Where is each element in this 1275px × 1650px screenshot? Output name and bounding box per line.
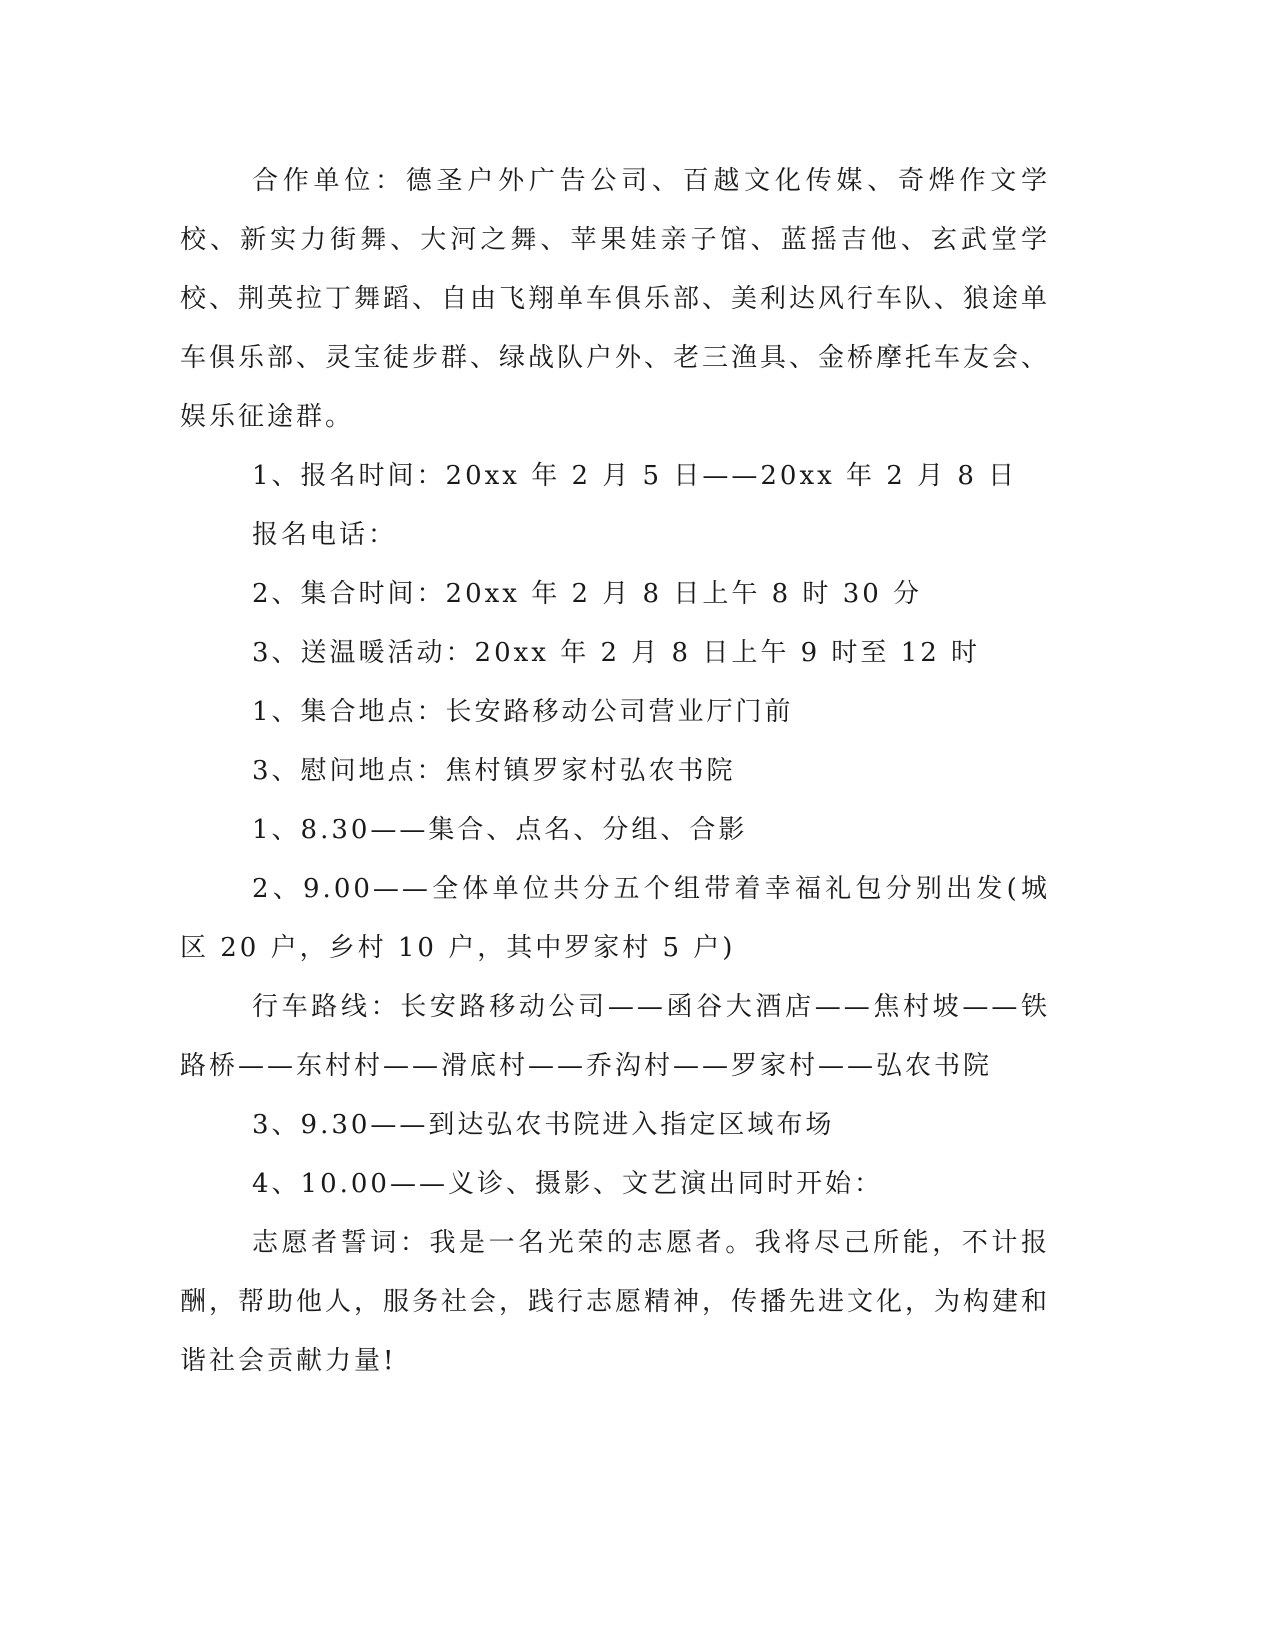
paragraph-visit-place: 3、慰问地点：焦村镇罗家村弘农书院 bbox=[252, 756, 736, 786]
paragraph-volunteer-oath: 志愿者誓词：我是一名光荣的志愿者。我将尽己所能，不计报酬，帮助他人，服务社会，践行志愿精神，传播先进文化，为构建和谐社会贡献力量! bbox=[180, 1228, 1051, 1376]
paragraph-gathering-place: 1、集合地点：长安路移动公司营业厅门前 bbox=[252, 697, 794, 727]
paragraph-schedule-930: 3、9.30——到达弘农书院进入指定区域布场 bbox=[252, 1110, 835, 1140]
paragraph-registration-time: 1、报名时间：20xx 年 2 月 5 日——20xx 年 2 月 8 日 bbox=[252, 461, 1018, 491]
paragraph-schedule-1000: 4、10.00——义诊、摄影、文艺演出同时开始： bbox=[252, 1169, 883, 1199]
paragraph-gathering-time: 2、集合时间：20xx 年 2 月 8 日上午 8 时 30 分 bbox=[252, 579, 923, 609]
paragraph-schedule-830: 1、8.30——集合、点名、分组、合影 bbox=[252, 815, 748, 845]
paragraph-driving-route: 行车路线：长安路移动公司——函谷大酒店——焦村坡——铁路桥——东村村——滑底村——乔沟村——罗家村——弘农书院 bbox=[180, 992, 1050, 1081]
paragraph-schedule-900: 2、9.00——全体单位共分五个组带着幸福礼包分别出发(城区 20 户，乡村 10 户，其中罗家村 5 户) bbox=[180, 874, 1050, 963]
paragraph-activity-time: 3、送温暖活动：20xx 年 2 月 8 日上午 9 时至 12 时 bbox=[252, 638, 981, 668]
paragraph-registration-phone: 报名电话： bbox=[252, 520, 398, 550]
document-body bbox=[180, 152, 1050, 1391]
paragraph-partners: 合作单位：德圣户外广告公司、百越文化传媒、奇烨作文学校、新实力街舞、大河之舞、苹果娃亲子馆、蓝摇吉他、玄武堂学校、荆英拉丁舞蹈、自由飞翔单车俱乐部、美利达风行车队、狼途单车俱乐部、灵宝徒步群、绿战队户外、老三渔具、金桥摩托车友会、娱乐征途群。 bbox=[180, 166, 1051, 432]
